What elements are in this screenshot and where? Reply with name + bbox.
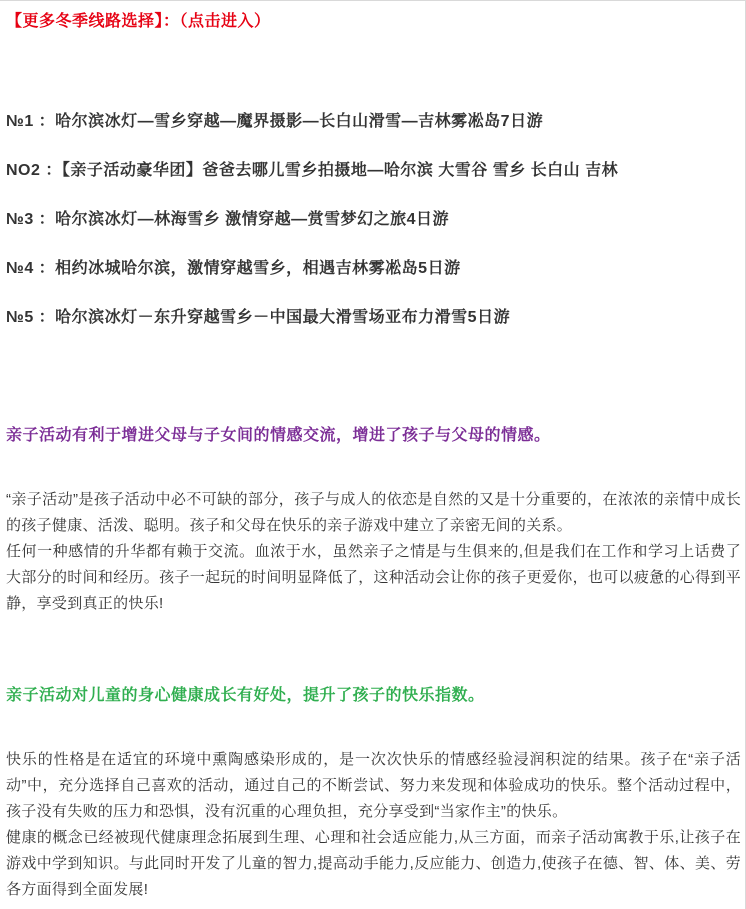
route-item-2[interactable]: NO2 ：【亲子活动豪华团】爸爸去哪儿雪乡拍摄地—哈尔滨 大雪谷 雪乡 长白山 吉林 (6, 162, 619, 179)
paragraph-health-1: 快乐的性格是在适宜的环境中熏陶感染形成的，是一次次快乐的情感经验浸润积淀的结果。孩子在“亲子活动”中，充分选择自己喜欢的活动，通过自己的不断尝试、努力来发现和体验成功的快乐。整个活动过程中，孩子没有失败的压力和恐惧，没有沉重的心理负担，充分享受到“当家作主”的快乐。 (6, 751, 741, 820)
route-item-5[interactable]: №5 ：哈尔滨冰灯－东升穿越雪乡－中国最大滑雪场亚布力滑雪5日游 (6, 309, 511, 326)
section-heading-emotional-bond: 亲子活动有利于增进父母与子女间的情感交流，增进了孩子与父母的情感。 (6, 427, 551, 444)
route-item-3[interactable]: №3 ：哈尔滨冰灯—林海雪乡 激情穿越—赏雪梦幻之旅4日游 (6, 211, 450, 228)
section-heading-health-growth: 亲子活动对儿童的身心健康成长有好处，提升了孩子的快乐指数。 (6, 687, 485, 704)
paragraph-health-2: 健康的概念已经被现代健康理念拓展到生理、心理和社会适应能力,从三方面，而亲子活动寓教于乐,让孩子在游戏中学到知识。与此同时开发了儿童的智力,提高动手能力,反应能力、创造力,使孩子在德、智、体、美、劳各方面得到全面发展! (6, 829, 741, 898)
paragraph-emotional-2: 任何一种感情的升华都有赖于交流。血浓于水，虽然亲子之情是与生俱来的,但是我们在工作和学习上话费了大部分的时间和经历。孩子一起玩的时间明显降低了，这种活动会让你的孩子更爱你，也可以疲惫的心得到平静，享受到真正的快乐! (6, 543, 741, 612)
paragraph-emotional-1: “亲子活动”是孩子活动中必不可缺的部分，孩子与成人的依恋是自然的又是十分重要的，在浓浓的亲情中成长的孩子健康、活泼、聪明。孩子和父母在快乐的亲子游戏中建立了亲密无间的关系。 (6, 491, 741, 534)
more-winter-routes-link[interactable]: 【更多冬季线路选择】：（点击进入） (6, 13, 271, 30)
route-list (6, 112, 741, 328)
route-item-4[interactable]: №4 ：相约冰城哈尔滨，激情穿越雪乡，相遇吉林雾凇岛5日游 (6, 260, 461, 277)
route-item-1[interactable]: №1 ：哈尔滨冰灯—雪乡穿越—魔界摄影—长白山滑雪—吉林雾凇岛7日游 (6, 113, 544, 130)
